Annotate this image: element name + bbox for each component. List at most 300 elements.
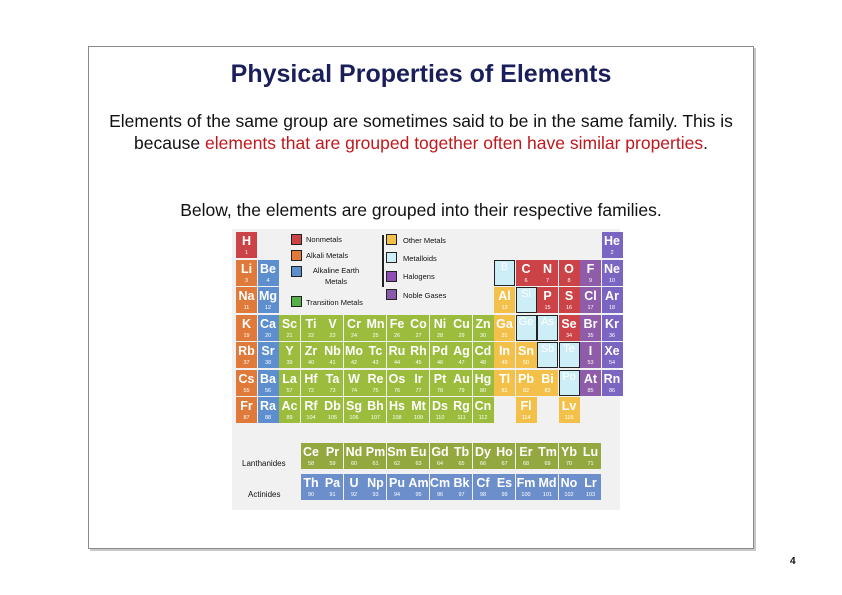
element-number: 66: [479, 461, 487, 467]
element-cr: [344, 315, 365, 341]
element-number: 112: [478, 415, 488, 421]
element-number: 40: [307, 360, 315, 366]
element-mo: [344, 342, 365, 368]
element-hg: [473, 370, 494, 396]
element-ag: [451, 342, 472, 368]
element-rb: [236, 342, 257, 368]
element-symbol: Tm: [538, 445, 557, 459]
element-symbol: Hg: [474, 371, 492, 386]
element-symbol: Co: [410, 316, 427, 331]
element-k: [236, 315, 257, 341]
element-au: [451, 370, 472, 396]
element-symbol: Lu: [582, 445, 599, 459]
element-number: 63: [415, 461, 422, 467]
element-yb: [559, 443, 580, 469]
element-symbol: Rg: [453, 399, 470, 413]
element-ga: [494, 315, 515, 341]
element-symbol: Cf: [476, 476, 490, 490]
element-number: 20: [264, 332, 272, 339]
element-symbol: Os: [388, 371, 406, 386]
element-symbol: Bi: [541, 371, 554, 386]
element-lr: [580, 474, 601, 500]
element-number: 65: [458, 461, 465, 467]
element-number: 82: [522, 387, 530, 394]
element-number: 37: [243, 360, 250, 366]
element-number: 83: [544, 387, 551, 394]
element-symbol: Na: [238, 289, 255, 303]
element-rg: [451, 397, 472, 423]
element-symbol: Ds: [432, 399, 448, 413]
legend-label: Other Metals: [403, 236, 446, 245]
element-number: 16: [565, 305, 573, 311]
element-symbol: Br: [583, 316, 598, 331]
element-symbol: P: [543, 289, 552, 303]
legend-swatch: [386, 252, 397, 263]
element-bh: [365, 397, 386, 423]
element-number: 25: [372, 332, 379, 339]
element-number: 34: [565, 332, 573, 339]
element-cl: [580, 287, 601, 313]
page-number: 4: [790, 556, 796, 567]
element-number: 38: [264, 360, 272, 366]
element-number: 106: [349, 415, 359, 421]
element-ne: [602, 260, 623, 286]
legend-divider: [382, 235, 384, 287]
element-symbol: Kr: [605, 316, 619, 331]
element-cm: [430, 474, 451, 500]
element-o: [559, 260, 580, 286]
element-number: 6: [524, 277, 528, 284]
element-number: 104: [306, 415, 316, 421]
element-number: 7: [545, 277, 550, 284]
element-number: 2: [610, 250, 614, 256]
element-number: 50: [522, 360, 530, 366]
legend-label: Halogens: [403, 272, 435, 281]
element-number: 109: [413, 415, 424, 421]
element-ru: [387, 342, 408, 368]
element-symbol: Cl: [584, 289, 597, 303]
element-ac: [279, 397, 300, 423]
element-cn: [473, 397, 494, 423]
table-caption: Below, the elements are grouped into their respective families.: [180, 200, 662, 220]
element-number: 81: [501, 387, 508, 394]
element-symbol: Sm: [387, 445, 407, 459]
element-number: 44: [393, 360, 401, 366]
element-number: 98: [479, 492, 487, 498]
element-symbol: U: [349, 476, 359, 490]
element-zn: [473, 315, 494, 341]
metalloid-si: [516, 287, 537, 313]
element-symbol: Bk: [453, 476, 470, 490]
element-w: [344, 370, 365, 396]
element-number: 8: [567, 277, 571, 284]
element-number: 73: [329, 387, 336, 394]
element-p: [537, 287, 558, 313]
element-gd: [430, 443, 451, 469]
element-symbol: Md: [538, 476, 557, 490]
element-symbol: Np: [367, 476, 384, 490]
intro-highlight: elements that are grouped together often have similar properties: [205, 133, 704, 153]
element-number: 86: [608, 387, 616, 394]
element-symbol: Pm: [365, 445, 386, 459]
element-number: 101: [542, 492, 553, 498]
element-symbol: Sc: [281, 316, 298, 331]
element-number: 72: [307, 387, 315, 394]
element-cs: [236, 370, 257, 396]
element-symbol: Es: [496, 476, 513, 490]
element-sr: [258, 342, 279, 368]
element-symbol: Zn: [475, 316, 491, 331]
element-y: [279, 342, 300, 368]
element-number: 69: [544, 461, 551, 467]
element-number: 17: [587, 305, 594, 311]
element-symbol: Lr: [584, 476, 597, 490]
element-tb: [451, 443, 472, 469]
element-symbol: Se: [561, 316, 577, 331]
element-sc: [279, 315, 300, 341]
legend-swatch: [291, 266, 302, 277]
element-number: 110: [435, 415, 445, 421]
element-pa: [322, 474, 343, 500]
element-symbol: Rf: [304, 399, 318, 413]
element-number: 94: [393, 492, 401, 498]
element-rh: [408, 342, 429, 368]
element-number: 60: [350, 461, 358, 467]
element-symbol: Pa: [324, 476, 341, 490]
element-mt: [408, 397, 429, 423]
element-br: [580, 315, 601, 341]
element-number: 11: [243, 305, 250, 311]
element-fm: [516, 474, 537, 500]
element-number: 3: [244, 277, 249, 284]
element-symbol: Hs: [389, 399, 405, 413]
legend-label: Alkaline Earth Metals: [312, 266, 360, 286]
element-rn: [602, 370, 623, 396]
element-nb: [322, 342, 343, 368]
element-symbol: Mt: [411, 399, 426, 413]
element-he: [602, 232, 623, 258]
element-number: 58: [307, 461, 315, 467]
element-symbol: W: [348, 371, 360, 386]
element-tl: [494, 370, 515, 396]
element-symbol: Ir: [414, 371, 423, 386]
element-symbol: Fe: [389, 316, 405, 331]
element-ca: [258, 315, 279, 341]
element-symbol: Fm: [516, 476, 536, 490]
lanthanides-label: Lanthanides: [242, 459, 286, 468]
element-es: [494, 474, 515, 500]
element-symbol: K: [241, 316, 252, 331]
element-number: 28: [436, 332, 444, 339]
element-na: [236, 287, 257, 313]
metalloid-symbol: Si: [521, 288, 531, 300]
element-symbol: Fr: [240, 399, 253, 413]
element-number: 26: [393, 332, 401, 339]
element-be: [258, 260, 279, 286]
element-ba: [258, 370, 279, 396]
element-number: 116: [564, 415, 574, 421]
element-symbol: Nb: [324, 344, 341, 358]
metalloid-symbol: Ge: [518, 315, 534, 328]
element-symbol: V: [328, 316, 337, 331]
element-ho: [494, 443, 515, 469]
element-in: [494, 342, 515, 368]
element-number: 39: [286, 360, 293, 366]
element-symbol: Cr: [347, 316, 361, 331]
element-number: 107: [370, 415, 381, 421]
element-number: 42: [350, 360, 358, 366]
element-symbol: Xe: [604, 344, 620, 358]
element-number: 27: [415, 332, 422, 339]
element-er: [516, 443, 537, 469]
element-symbol: Au: [453, 371, 470, 386]
intro-paragraph: [100, 110, 742, 154]
element-number: 95: [415, 492, 422, 498]
element-pr: [322, 443, 343, 469]
element-number: 18: [608, 305, 616, 311]
metalloid-po: [559, 370, 580, 396]
element-number: 70: [565, 461, 573, 467]
element-symbol: Ni: [433, 316, 447, 331]
element-cu: [451, 315, 472, 341]
element-symbol: Al: [498, 289, 511, 303]
element-number: 87: [243, 415, 250, 421]
element-symbol: Ba: [260, 371, 276, 386]
element-number: 21: [286, 332, 293, 339]
element-symbol: La: [282, 371, 297, 386]
slide-title: Physical Properties of Elements: [230, 60, 612, 88]
element-hs: [387, 397, 408, 423]
metalloid-symbol: Po: [562, 370, 576, 383]
element-number: 114: [521, 415, 531, 421]
element-symbol: Bh: [367, 399, 384, 413]
element-symbol: Ta: [325, 371, 340, 386]
element-number: 53: [587, 360, 594, 366]
element-symbol: Rh: [410, 344, 427, 358]
element-symbol: Lv: [561, 399, 577, 413]
legend-label: Noble Gases: [403, 291, 447, 300]
element-f: [580, 260, 601, 286]
element-number: 45: [415, 360, 422, 366]
element-number: 79: [458, 387, 465, 394]
element-number: 41: [329, 360, 336, 366]
element-u: [344, 474, 365, 500]
element-np: [365, 474, 386, 500]
element-tc: [365, 342, 386, 368]
element-li: [236, 260, 257, 286]
element-symbol: Sn: [518, 344, 534, 358]
element-pb: [516, 370, 537, 396]
element-number: 22: [307, 332, 315, 339]
element-number: 54: [608, 360, 616, 366]
element-symbol: Tl: [498, 371, 511, 386]
element-symbol: Ag: [453, 344, 470, 358]
element-sg: [344, 397, 365, 423]
element-symbol: Rb: [238, 344, 255, 358]
element-ti: [301, 315, 322, 341]
element-number: 75: [372, 387, 379, 394]
element-number: 74: [350, 387, 358, 394]
metalloid-symbol: As: [541, 315, 554, 328]
element-pm: [365, 443, 386, 469]
element-db: [322, 397, 343, 423]
element-dy: [473, 443, 494, 469]
metalloid-sb: [537, 342, 558, 368]
element-symbol: H: [241, 234, 252, 248]
legend-label: Metalloids: [403, 254, 437, 263]
metalloid-symbol: Te: [563, 343, 575, 355]
element-symbol: Am: [408, 476, 429, 490]
element-symbol: At: [583, 371, 598, 386]
legend-swatch: [291, 234, 302, 245]
element-symbol: Li: [240, 261, 253, 276]
element-eu: [408, 443, 429, 469]
element-re: [365, 370, 386, 396]
element-tm: [537, 443, 558, 469]
element-number: 49: [501, 360, 508, 366]
element-ni: [430, 315, 451, 341]
element-fe: [387, 315, 408, 341]
element-number: 10: [608, 277, 616, 284]
element-symbol: Ti: [305, 316, 317, 331]
element-number: 23: [329, 332, 336, 339]
element-ra: [258, 397, 279, 423]
element-v: [322, 315, 343, 341]
element-number: 71: [587, 461, 594, 467]
element-se: [559, 315, 580, 341]
element-symbol: Nd: [345, 445, 363, 459]
element-symbol: Sg: [346, 399, 362, 413]
element-number: 97: [458, 492, 465, 498]
element-number: 24: [350, 332, 358, 339]
element-symbol: Ne: [604, 261, 620, 276]
element-symbol: Ru: [388, 344, 406, 358]
element-al: [494, 287, 515, 313]
element-co: [408, 315, 429, 341]
element-symbol: Db: [324, 399, 341, 413]
metalloid-ge: [516, 315, 537, 341]
element-symbol: Ar: [605, 289, 619, 303]
element-xe: [602, 342, 623, 368]
element-mn: [365, 315, 386, 341]
element-symbol: F: [586, 261, 595, 276]
metalloid-b: [494, 260, 515, 286]
intro-text: Elements of the same group are sometimes said to be in the same family. This is because: [109, 111, 733, 153]
element-number: 9: [588, 277, 593, 284]
element-symbol: Mn: [366, 316, 385, 331]
legend-swatch: [291, 296, 302, 307]
element-number: 91: [329, 492, 336, 498]
element-symbol: Re: [367, 371, 384, 386]
element-number: 90: [307, 492, 315, 498]
element-number: 93: [372, 492, 379, 498]
element-symbol: Cn: [474, 399, 492, 413]
element-number: 80: [479, 387, 487, 394]
metalloid-as: [537, 315, 558, 341]
element-symbol: Pd: [432, 344, 448, 358]
element-number: 29: [458, 332, 465, 339]
element-symbol: Yb: [561, 445, 577, 459]
element-bi: [537, 370, 558, 396]
element-number: 105: [327, 415, 338, 421]
element-symbol: Hf: [304, 371, 318, 386]
element-number: 62: [393, 461, 401, 467]
element-symbol: C: [521, 261, 531, 276]
intro-end: .: [703, 133, 708, 153]
element-sm: [387, 443, 408, 469]
element-number: 31: [501, 332, 508, 339]
element-symbol: Be: [260, 261, 276, 276]
element-number: 36: [608, 332, 616, 339]
element-number: 88: [264, 415, 272, 421]
metalloid-symbol: Sb: [540, 343, 555, 355]
element-number: 43: [372, 360, 379, 366]
element-lu: [580, 443, 601, 469]
element-cd: [473, 342, 494, 368]
element-symbol: In: [498, 344, 511, 358]
legend-swatch: [386, 271, 397, 282]
element-ds: [430, 397, 451, 423]
legend-label: Transition Metals: [306, 298, 363, 307]
element-number: 67: [501, 461, 508, 467]
element-symbol: Ca: [260, 316, 276, 331]
element-number: 55: [243, 387, 250, 394]
element-number: 99: [501, 492, 508, 498]
element-la: [279, 370, 300, 396]
element-symbol: Tb: [453, 445, 470, 459]
element-symbol: Zr: [304, 344, 318, 358]
legend-swatch: [386, 289, 397, 300]
element-number: 78: [436, 387, 444, 394]
element-symbol: N: [542, 261, 553, 276]
element-symbol: Ac: [281, 399, 298, 413]
element-sn: [516, 342, 537, 368]
element-number: 96: [436, 492, 444, 498]
element-number: 4: [266, 277, 270, 284]
element-number: 92: [350, 492, 358, 498]
element-i: [580, 342, 601, 368]
element-number: 59: [329, 461, 336, 467]
element-number: 64: [436, 461, 444, 467]
element-symbol: O: [564, 261, 574, 276]
element-number: 85: [587, 387, 594, 394]
element-number: 56: [264, 387, 272, 394]
element-symbol: Pu: [389, 476, 405, 490]
element-pu: [387, 474, 408, 500]
element-symbol: Mo: [344, 344, 364, 358]
element-h: [236, 232, 257, 258]
metalloid-te: [559, 342, 580, 368]
element-number: 35: [587, 332, 594, 339]
element-symbol: Cu: [453, 316, 470, 331]
element-symbol: Ce: [303, 445, 319, 459]
element-symbol: Er: [519, 445, 533, 459]
element-number: 108: [392, 415, 402, 421]
element-th: [301, 474, 322, 500]
element-symbol: S: [564, 289, 574, 303]
element-symbol: Gd: [431, 445, 449, 459]
element-number: 19: [243, 332, 250, 339]
element-lv: [559, 397, 580, 423]
element-number: 1: [244, 250, 249, 256]
element-n: [537, 260, 558, 286]
element-ce: [301, 443, 322, 469]
element-number: 111: [457, 415, 466, 421]
element-symbol: Y: [285, 344, 294, 358]
element-no: [559, 474, 580, 500]
element-fl: [516, 397, 537, 423]
element-symbol: I: [588, 344, 593, 358]
